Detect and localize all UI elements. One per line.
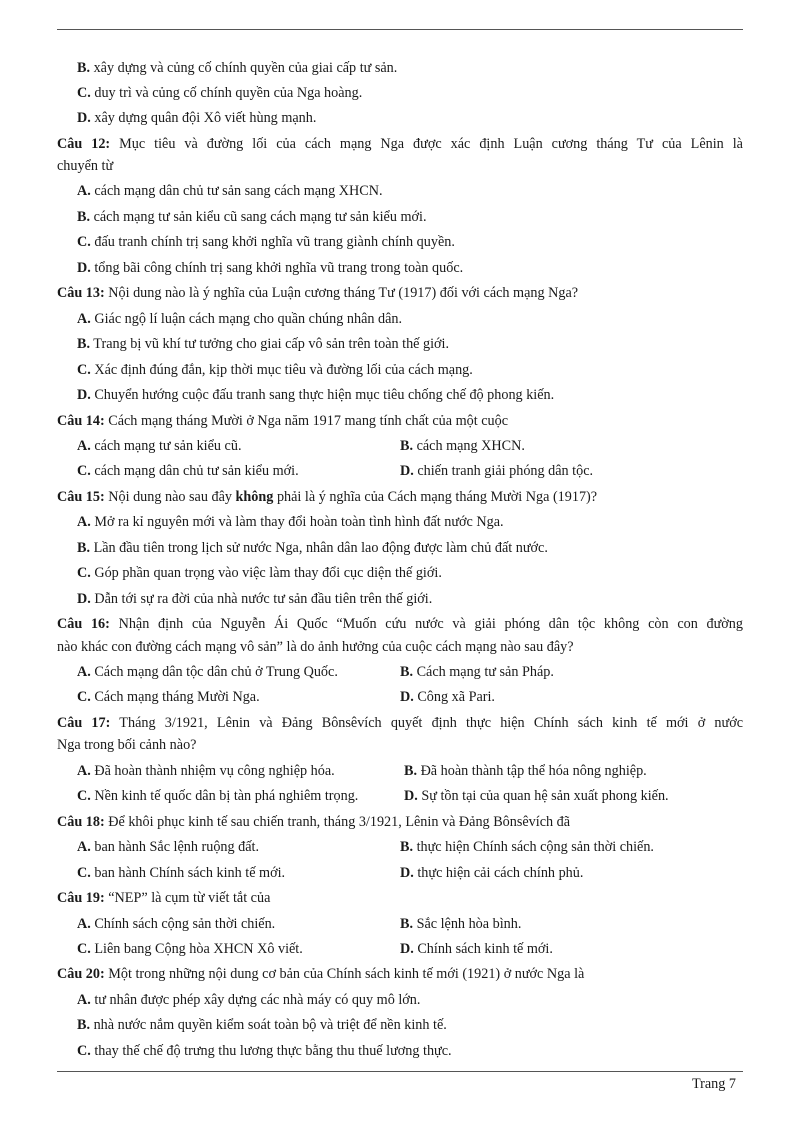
question-18-stem: Câu 18: Để khôi phục kinh tế sau chiến tranh, tháng 3/1921, Lênin và Đảng Bônsêvích đã <box>57 814 571 830</box>
question-14-stem: Câu 14: Cách mạng tháng Mười ở Nga năm 1917 mang tính chất của một cuộc <box>57 413 509 429</box>
question-16-option-b: B. Cách mạng tư sản Pháp. <box>400 664 554 680</box>
question-16-stem: Câu 16: Nhận định của Nguyễn Ái Quốc “Muốn cứu nước và giải phóng dân tộc không còn con đường <box>57 616 743 632</box>
question-13-stem: Câu 13: Nội dung nào là ý nghĩa của Luận cương tháng Tư (1917) đối với cách mạng Nga? <box>57 285 579 301</box>
question-15-option-b: B. Lần đầu tiên trong lịch sử nước Nga, nhân dân lao động được làm chủ đất nước. <box>77 540 548 556</box>
option-b-prev: B. xây dựng và củng cố chính quyền của giai cấp tư sản. <box>77 60 398 76</box>
question-15-option-a: A. Mở ra kỉ nguyên mới và làm thay đổi hoàn toàn tình hình đất nước Nga. <box>77 514 504 530</box>
header-rule <box>57 29 743 30</box>
question-19-option-c: C. Liên bang Cộng hòa XHCN Xô viết. <box>77 941 303 957</box>
option-d-prev: D. xây dựng quân đội Xô viết hùng mạnh. <box>77 110 317 126</box>
question-15-option-c: C. Góp phần quan trọng vào việc làm thay đổi cục diện thế giới. <box>77 565 442 581</box>
question-16-option-a: A. Cách mạng dân tộc dân chủ ở Trung Quốc. <box>77 664 338 680</box>
question-18-option-c: C. ban hành Chính sách kinh tế mới. <box>77 865 286 881</box>
question-20-option-c: C. thay thế chế độ trưng thu lương thực bằng thu thuế lương thực. <box>77 1043 452 1059</box>
question-13-option-c: C. Xác định đúng đắn, kịp thời mục tiêu và đường lối của cách mạng. <box>77 362 473 378</box>
question-19-option-a: A. Chính sách cộng sản thời chiến. <box>77 916 276 932</box>
question-14-option-a: A. cách mạng tư sản kiểu cũ. <box>77 438 242 454</box>
question-17-option-c: C. Nền kinh tế quốc dân bị tàn phá nghiêm trọng. <box>77 788 359 804</box>
question-17-stem: Câu 17: Tháng 3/1921, Lênin và Đảng Bônsêvích quyết định thực hiện Chính sách kinh tế mới ở nước <box>57 715 743 731</box>
footer-rule <box>57 1071 743 1072</box>
question-12-option-a: A. cách mạng dân chủ tư sản sang cách mạng XHCN. <box>77 183 383 199</box>
question-17-stem-cont: Nga trong bối cảnh nào? <box>57 737 197 753</box>
question-12-option-d: D. tổng bãi công chính trị sang khởi nghĩa vũ trang trong toàn quốc. <box>77 260 464 276</box>
option-c-prev: C. duy trì và củng cố chính quyền của Nga hoàng. <box>77 85 363 101</box>
question-14-option-b: B. cách mạng XHCN. <box>400 438 525 454</box>
question-15-stem: Câu 15: Nội dung nào sau đây không phải là ý nghĩa của Cách mạng tháng Mười Nga (1917)? <box>57 489 598 505</box>
question-20-option-b: B. nhà nước nắm quyền kiểm soát toàn bộ và triệt để nền kinh tế. <box>77 1017 447 1033</box>
question-19-option-d: D. Chính sách kinh tế mới. <box>400 941 553 957</box>
question-16-option-d: D. Công xã Pari. <box>400 689 495 705</box>
question-18-option-d: D. thực hiện cải cách chính phủ. <box>400 865 584 881</box>
question-17-option-d: D. Sự tồn tại của quan hệ sản xuất phong kiến. <box>404 788 669 804</box>
question-12-option-b: B. cách mạng tư sản kiểu cũ sang cách mạng tư sản kiểu mới. <box>77 209 427 225</box>
question-18-option-a: A. ban hành Sắc lệnh ruộng đất. <box>77 839 260 855</box>
question-17-option-b: B. Đã hoàn thành tập thể hóa nông nghiệp. <box>404 763 647 779</box>
question-13-option-d: D. Chuyển hướng cuộc đấu tranh sang thực hiện mục tiêu chống chế độ phong kiến. <box>77 387 555 403</box>
question-12-stem-cont: chuyển từ <box>57 158 114 174</box>
question-20-option-a: A. tư nhân được phép xây dựng các nhà máy có quy mô lớn. <box>77 992 421 1008</box>
question-18-option-b: B. thực hiện Chính sách cộng sản thời chiến. <box>400 839 654 855</box>
question-17-option-a: A. Đã hoàn thành nhiệm vụ công nghiệp hóa. <box>77 763 335 779</box>
question-13-option-a: A. Giác ngộ lí luận cách mạng cho quần chúng nhân dân. <box>77 311 403 327</box>
question-12-option-c: C. đấu tranh chính trị sang khởi nghĩa vũ trang giành chính quyền. <box>77 234 455 250</box>
question-12-stem: Câu 12: Mục tiêu và đường lối của cách mạng Nga được xác định Luận cương tháng Tư của Lênin là <box>57 136 743 152</box>
question-19-option-b: B. Sắc lệnh hòa bình. <box>400 916 522 932</box>
question-20-stem: Câu 20: Một trong những nội dung cơ bản của Chính sách kinh tế mới (1921) ở nước Nga là <box>57 966 585 982</box>
question-19-stem: Câu 19: “NEP” là cụm từ viết tắt của <box>57 890 271 906</box>
question-15-option-d: D. Dẫn tới sự ra đời của nhà nước tư sản đầu tiên trên thế giới. <box>77 591 433 607</box>
question-16-stem-cont: nào khác con đường cách mạng vô sản” là do ảnh hưởng của cuộc cách mạng nào sau đây? <box>57 639 574 655</box>
question-13-option-b: B. Trang bị vũ khí tư tưởng cho giai cấp vô sản trên toàn thế giới. <box>77 336 450 352</box>
question-14-option-d: D. chiến tranh giải phóng dân tộc. <box>400 463 594 479</box>
page-number: Trang 7 <box>691 1076 736 1092</box>
question-14-option-c: C. cách mạng dân chủ tư sản kiểu mới. <box>77 463 299 479</box>
question-16-option-c: C. Cách mạng tháng Mười Nga. <box>77 689 260 705</box>
